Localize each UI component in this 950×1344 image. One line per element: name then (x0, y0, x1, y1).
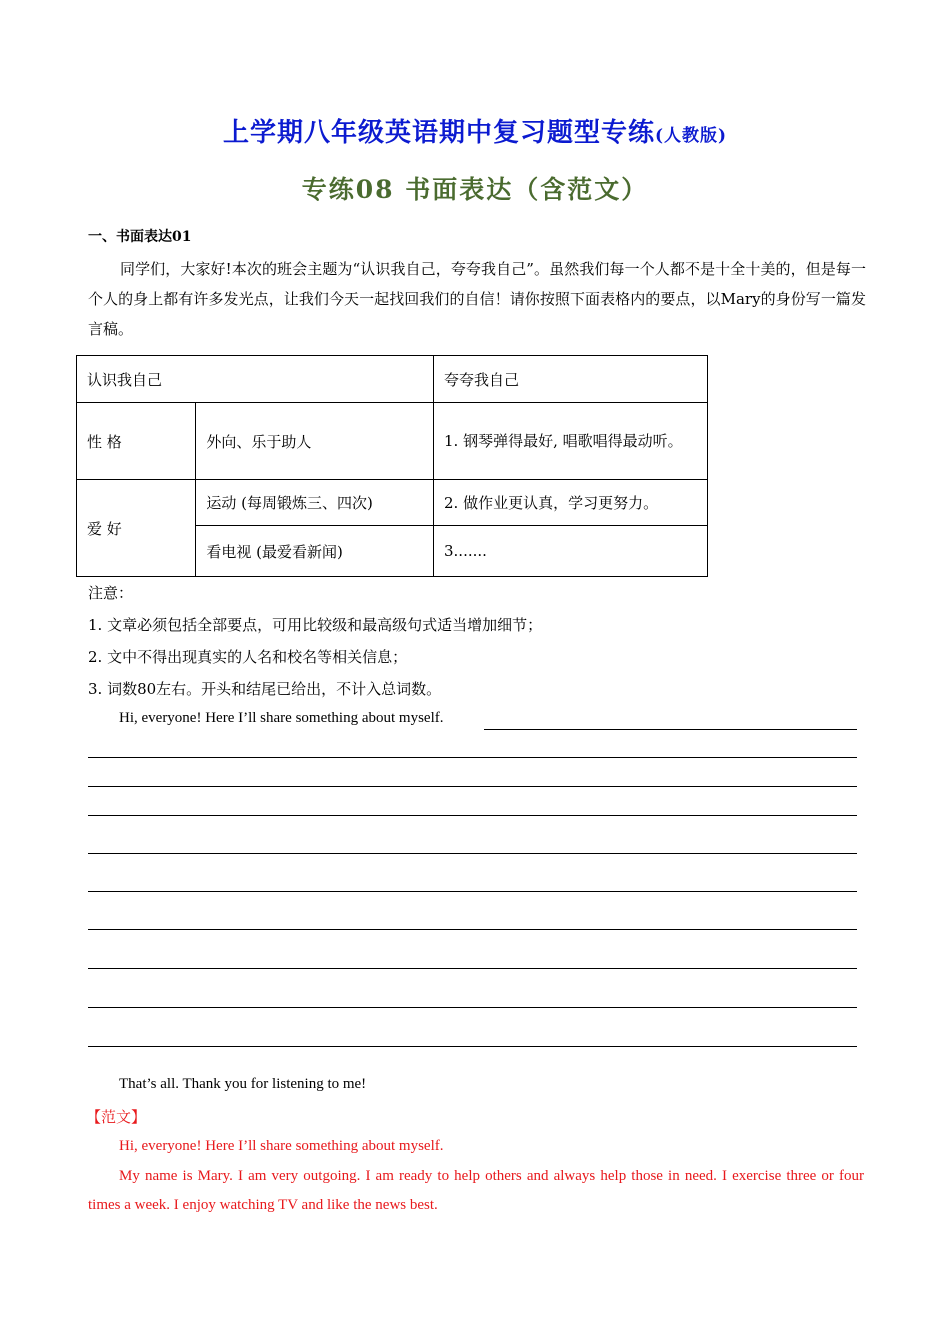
model-essay-opening: Hi, everyone! Here I’ll share something about myself. (119, 1138, 444, 1154)
requirements-table (76, 355, 708, 577)
section-heading: 一、书面表达01 (88, 229, 192, 245)
writing-opening: Hi, everyone! Here I’ll share something about myself. (119, 710, 444, 726)
answer-line[interactable] (88, 815, 857, 816)
answer-line[interactable] (88, 968, 857, 969)
answer-line[interactable] (88, 1007, 857, 1008)
row-label-personality: 性 格 (77, 403, 196, 480)
table-header-know-myself: 认识我自己 (77, 356, 434, 403)
note-item-3: 3. 词数80左右。开头和结尾已给出，不计入总词数。 (88, 680, 442, 698)
note-item-2: 2. 文中不得出现真实的人名和校名等相关信息； (88, 648, 408, 666)
praise-item-2: 2. 做作业更认真，学习更努力。 (434, 480, 708, 526)
praise-item-3: 3....... (434, 526, 708, 577)
answer-line[interactable] (88, 786, 857, 787)
writing-closing: That’s all. Thank you for listening to me! (119, 1076, 367, 1092)
document-subtitle: 专练08 书面表达（含范文） (301, 175, 649, 204)
model-essay-label: 【范文】 (86, 1108, 147, 1126)
praise-item-1: 1. 钢琴弹得最好, 唱歌唱得最动听。 (434, 403, 708, 480)
row-label-hobby: 爱 好 (77, 480, 196, 577)
hobby-item-1: 运动 (每周锻炼三、四次) (196, 480, 434, 526)
personality-value: 外向、乐于助人 (196, 403, 434, 480)
model-essay-body: My name is Mary. I am very outgoing. I am ready to help others and always help those in need. I exercise three or four times a week. I enjoy watching TV and like the news best. (88, 1168, 864, 1213)
title-main: 上学期八年级英语期中复习题型专练 (222, 118, 655, 148)
answer-line[interactable] (88, 853, 857, 854)
answer-line[interactable] (484, 729, 857, 730)
task-intro: 同学们，大家好!本次的班会主题为“认识我自己，夸夸我自己”。虽然我们每一个人都不是十全十美的，但是每一个人的身上都有许多发光点，让我们今天一起找回我们的自信！请你按照下面表格内的要点，以Mary的身份写一篇发言稿。 (88, 260, 866, 338)
answer-line[interactable] (88, 757, 857, 758)
title-suffix: (人教版) (654, 126, 728, 146)
note-item-1: 1. 文章必须包括全部要点，可用比较级和最高级句式适当增加细节； (88, 616, 543, 634)
answer-line[interactable] (88, 1046, 857, 1047)
document-title (0, 112, 950, 149)
answer-line[interactable] (88, 929, 857, 930)
notes-label: 注意： (88, 584, 134, 602)
answer-line[interactable] (88, 891, 857, 892)
hobby-item-2: 看电视 (最爱看新闻) (196, 526, 434, 577)
table-header-praise-myself: 夸夸我自己 (434, 356, 708, 403)
